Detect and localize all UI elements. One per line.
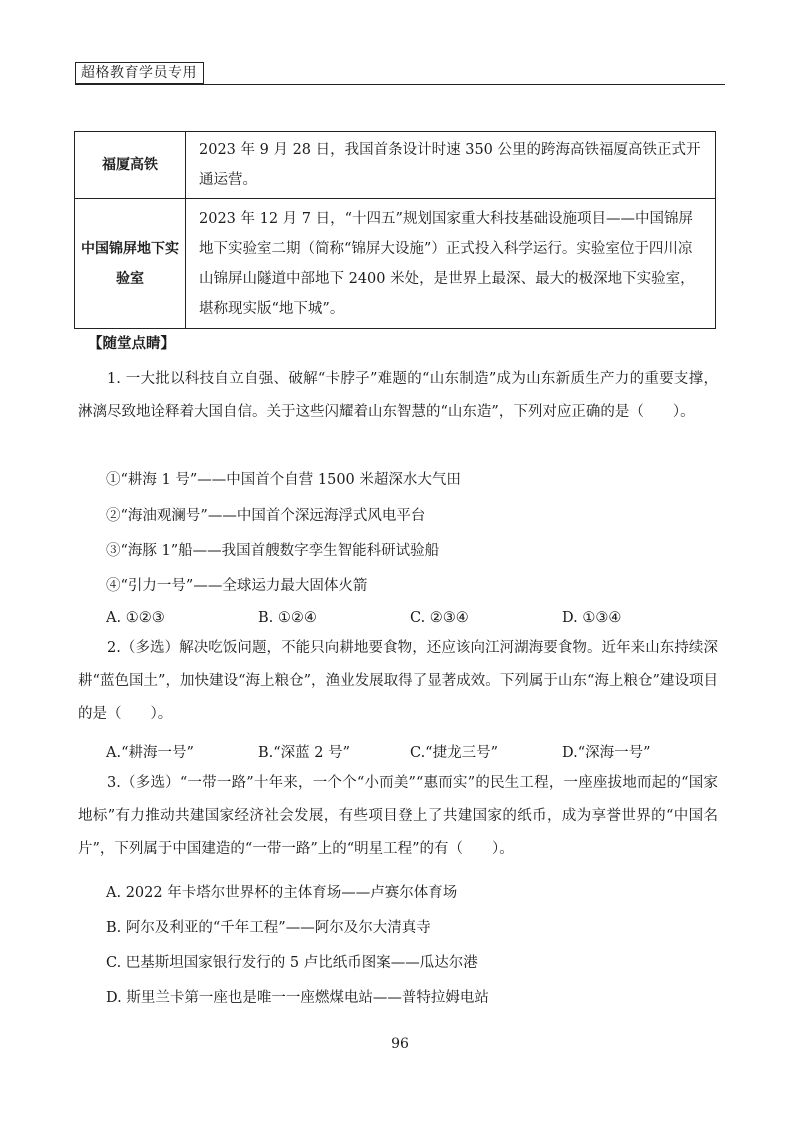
q2-choice-c: C.“捷龙三号” — [410, 745, 499, 761]
q1-choices — [106, 606, 716, 630]
table-key: 中国锦屏地下实验室 — [75, 199, 186, 329]
q1-stem-text: 1. 一大批以科技自立自强、破解“卡脖子”难题的“山东制造”成为山东新质生产力的重要支撑，淋漓尽致地诠释着大国自信。关于这些闪耀着山东智慧的“山东造”，下列对应正确的是（ ）。 — [78, 371, 718, 420]
q2-choice-a: A.“耕海一号” — [106, 745, 194, 761]
q2-choices — [106, 741, 716, 765]
q1-item: ④“引力一号”——全球运力最大固体火箭 — [106, 578, 368, 594]
q1-item: ③“海豚 1”船——我国首艘数字孪生智能科研试验船 — [106, 543, 440, 559]
q3-choice-a: A. 2022 年卡塔尔世界杯的主体育场——卢赛尔体育场 — [106, 885, 458, 901]
q3-stem-text: 3.（多选）“一带一路”十年来，一个个“小而美”“惠而实”的民生工程，一座座拔地而起的“国家地标”有力推动共建国家经济社会发展，有些项目登上了共建国家的纸币，成为享誉世界的“中国名片”，下列属于中国建造的“一带一路”上的“明星工程”的有（ ）。 — [78, 775, 718, 857]
table-value: 2023 年 9 月 28 日，我国首条设计时速 350 公里的跨海高铁福厦高铁正式开通运营。 — [186, 132, 716, 199]
section-title: 【随堂点睛】 — [88, 336, 175, 352]
q3-choice-c: C. 巴基斯坦国家银行发行的 5 卢比纸币图案——瓜达尔港 — [106, 955, 478, 971]
q1-choice-b: B. ①②④ — [258, 610, 317, 626]
q1-stem — [78, 363, 718, 429]
q1-choice-d: D. ①③④ — [562, 610, 622, 626]
q1-item: ②“海油观澜号”——中国首个深远海浮式风电平台 — [106, 508, 426, 524]
table-row — [75, 199, 716, 329]
table-value: 2023 年 12 月 7 日，“十四五”规划国家重大科技基础设施项目——中国锦屏地下实验室二期（简称“锦屏大设施”）正式投入科学运行。实验室位于四川凉山锦屏山隧道中部地下 2400 米处，是世界上最深、最大的极深地下实验室，堪称现实版“地下城”。 — [186, 199, 716, 329]
q2-choice-b: B.“深蓝 2 号” — [258, 745, 351, 761]
q2-stem — [78, 632, 718, 731]
header-tag: 超格教育学员专用 — [75, 62, 204, 84]
q2-choice-d: D.“深海一号” — [562, 745, 651, 761]
info-table — [74, 131, 716, 329]
q3-choice-b: B. 阿尔及利亚的“千年工程”——阿尔及尔大清真寺 — [106, 920, 431, 936]
header-divider — [75, 84, 725, 85]
q3-stem — [78, 767, 718, 866]
q1-choice-a: A. ①②③ — [106, 610, 165, 626]
table-row — [75, 132, 716, 199]
q1-item: ①“耕海 1 号”——中国首个自营 1500 米超深水大气田 — [106, 472, 461, 488]
q1-choice-c: C. ②③④ — [410, 610, 469, 626]
page-number: 96 — [391, 1036, 409, 1052]
q3-choice-d: D. 斯里兰卡第一座也是唯一一座燃煤电站——普特拉姆电站 — [106, 990, 489, 1006]
q2-stem-text: 2.（多选）解决吃饭问题，不能只向耕地要食物，还应该向江河湖海要食物。近年来山东持续深耕“蓝色国土”，加快建设“海上粮仓”，渔业发展取得了显著成效。下列属于山东“海上粮仓”建设项目的是（ ）。 — [78, 640, 718, 722]
table-key: 福厦高铁 — [75, 132, 186, 199]
